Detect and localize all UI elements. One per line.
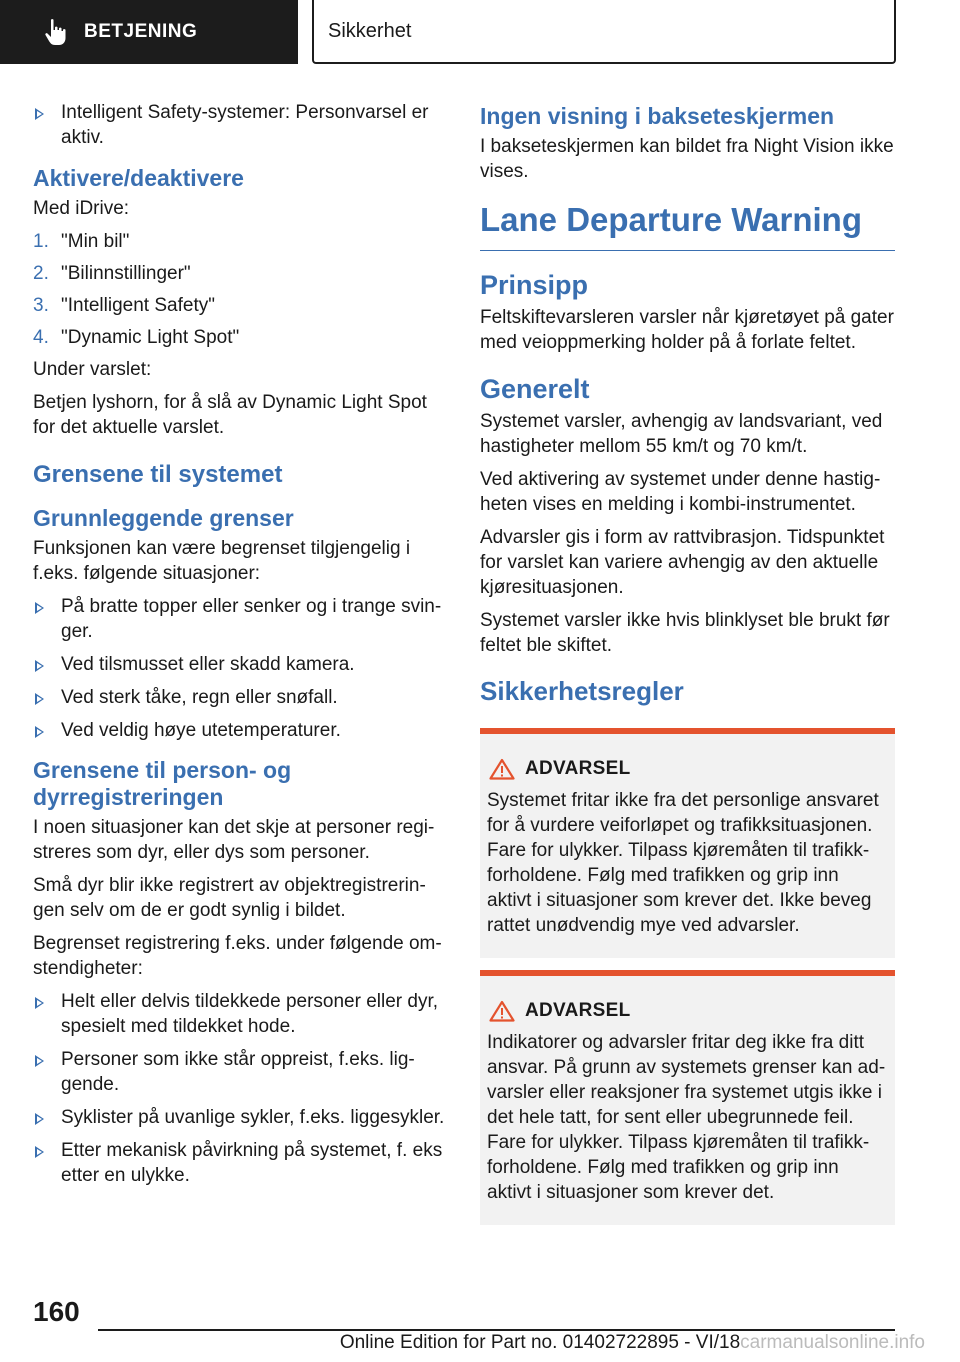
edition-text: Online Edition for Part no. 01402722895 - VI/18 [339,1332,741,1353]
idrive-label: Med iDrive: [33,198,130,219]
list-item: På bratte topper eller senker og i trange svin- ger. [33,594,445,644]
heading-basic-limits: Grunnleggende grenser [33,505,294,531]
footer-edition [340,1332,925,1354]
under-warning-label: Under varslet: [33,359,152,380]
warning-triangle-icon [489,758,515,780]
step-item: 1. "Min bil" [33,231,130,252]
warning-text: Systemet fritar ikke fra det personlige ansvaret for å vurdere veiforløpet og trafikksituasjonen. Fare for ulykker. Tilpass kjøremåten til trafikk- forholdene. Følg med trafikken og grip inn aktivt i situasjoner som krever det. Ikke beveg rattet unødvendig mye ved advarsler. [487,790,879,936]
heading-general: Generelt [480,374,590,404]
general-text-4: Systemet varsler ikke hvis blinklyset ble brukt før feltet ble skiftet. [480,610,890,656]
watermark-text: carmanualsonline.info [740,1332,925,1353]
heading-principle: Prinsipp [480,270,589,300]
warning-title: ADVARSEL [487,758,887,780]
under-warning-text: Betjen lyshorn, for å slå av Dynamic Light Spot for det aktuelle varslet. [33,392,427,438]
chapter-label: Sikkerhet [328,19,412,42]
heading-activate: Aktivere/deaktivere [33,165,244,191]
general-text-1: Systemet varsler, avhengig av landsvariant, ved hastigheter mellom 55 km/t og 70 km/t. [480,411,883,457]
warning-text: Indikatorer og advarsler fritar deg ikke fra ditt ansvar. På grunn av systemets grenser kan ad- varsler eller reaksjoner fra systemet utgis ikke i det hele tatt, for sent eller ubegrunnede feil. Fare for ulykker. Tilpass kjøremåten til trafikk- forholdene. Følg med trafikken og grip inn aktivt i situasjoner som krever det. [487,1032,886,1203]
warning-box [480,970,895,1225]
chapter-tab [312,0,896,64]
triangle-bullet-icon [35,1113,44,1125]
triangle-bullet-icon [35,1055,44,1067]
pointing-hand-icon [40,17,70,47]
list-item: Etter mekanisk påvirkning på systemet, f. eks etter en ulykke. [33,1138,445,1188]
section-tab [0,0,298,64]
heading-person-limits: Grensene til person- og dyrregistreringen [33,757,292,810]
step-item: 2. "Bilinnstillinger" [33,263,191,284]
person-text-1: I noen situasjoner kan det skje at personer regi- streres som dyr, eller dys som personer. [33,817,435,863]
person-limits-list [33,989,445,1188]
principle-text: Feltskiftevarsleren varsler når kjøretøyet på gater med veioppmerking holder på å forlate feltet. [480,307,894,353]
right-column [480,100,895,1237]
rear-display-text: I bakseteskjermen kan bildet fra Night Vision ikke vises. [480,136,894,182]
list-item: Intelligent Safety-systemer: Personvarsel er aktiv. [33,100,445,150]
warning-box [480,728,895,958]
triangle-bullet-icon [35,108,44,120]
person-text-2: Små dyr blir ikke registrert av objektregistrerin- gen selv om de er godt synlig i bildet. [33,875,426,921]
list-item: Ved tilsmusset eller skadd kamera. [33,652,445,677]
warning-title: ADVARSEL [487,1000,887,1022]
triangle-bullet-icon [35,660,44,672]
section-label: BETJENING [84,21,198,42]
list-item: Syklister på uvanlige sykler, f.eks. liggesykler. [33,1105,445,1130]
triangle-bullet-icon [35,1146,44,1158]
intro-list [33,100,445,150]
heading-limits: Grensene til systemet [33,461,283,488]
person-text-3: Begrenset registrering f.eks. under følgende om- stendigheter: [33,933,442,979]
triangle-bullet-icon [35,997,44,1009]
general-text-2: Ved aktivering av systemet under denne hastig- heten vises en melding i kombi-instrumentet. [480,469,881,515]
triangle-bullet-icon [35,693,44,705]
warning-triangle-icon [489,1000,515,1022]
footer-divider [98,1329,895,1331]
general-text-3: Advarsler gis i form av rattvibrasjon. Tidspunktet for varslet kan variere avhengig av den aktuelle kjøresituasjonen. [480,527,885,598]
triangle-bullet-icon [35,726,44,738]
idrive-steps [33,229,445,350]
list-item: Ved sterk tåke, regn eller snøfall. [33,685,445,710]
list-item: Ved veldig høye utetemperaturer. [33,718,445,743]
page-number: 160 [33,1296,80,1327]
heading-rear-display: Ingen visning i bakseteskjermen [480,103,835,129]
list-item: Personer som ikke står oppreist, f.eks. lig- gende. [33,1047,445,1097]
step-item: 4. "Dynamic Light Spot" [33,327,240,348]
triangle-bullet-icon [35,602,44,614]
basic-limits-list [33,594,445,743]
heading-lane-departure: Lane Departure Warning [480,200,895,251]
step-item: 3. "Intelligent Safety" [33,295,215,316]
list-item: Helt eller delvis tildekkede personer eller dyr, spesielt med tildekket hode. [33,989,445,1039]
left-column [33,100,445,1196]
basic-limits-text: Funksjonen kan være begrenset tilgjengelig i f.eks. følgende situasjoner: [33,538,411,584]
heading-safety-rules: Sikkerhetsregler [480,676,684,706]
